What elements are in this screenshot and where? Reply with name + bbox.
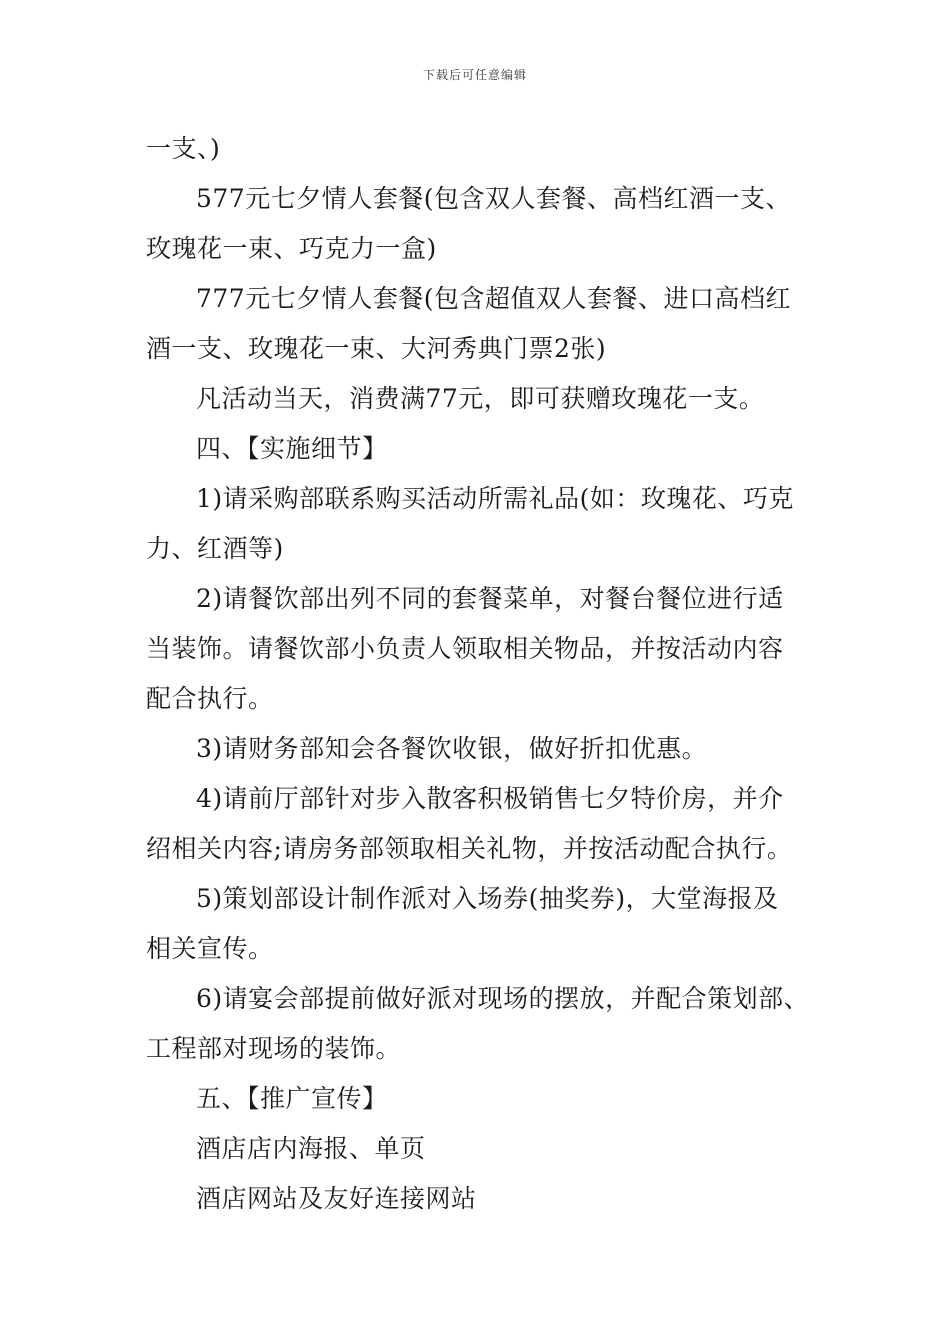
- text-line: 4)请前厅部针对步入散客积极销售七夕特价房，并介: [196, 784, 784, 813]
- text-line: 5)策划部设计制作派对入场券(抽奖券)，大堂海报及: [196, 884, 779, 913]
- page-header: 下载后可任意编辑: [422, 68, 527, 82]
- section-heading: 五、【推广宣传】: [196, 1084, 388, 1113]
- text-line: 绍相关内容;请房务部领取相关礼物，并按活动配合执行。: [146, 834, 793, 863]
- text-line: 工程部对现场的装饰。: [146, 1034, 402, 1063]
- text-line: 酒一支、玫瑰花一束、大河秀典门票2张): [146, 334, 607, 363]
- text-line: 3)请财务部知会各餐饮收银，做好折扣优惠。: [196, 734, 708, 763]
- text-line: 2)请餐饮部出列不同的套餐菜单，对餐台餐位进行适: [196, 584, 784, 613]
- text-line: 酒店店内海报、单页: [196, 1134, 426, 1163]
- document-body: [146, 124, 816, 1224]
- text-line: 配合执行。: [146, 684, 274, 713]
- text-line: 力、红酒等): [146, 534, 284, 563]
- text-line: 当装饰。请餐饮部小负责人领取相关物品，并按活动内容: [146, 634, 784, 663]
- text-line: 577元七夕情人套餐(包含双人套餐、高档红酒一支、: [196, 184, 791, 213]
- text-line: 相关宣传。: [146, 934, 274, 963]
- section-heading: 四、【实施细节】: [196, 434, 388, 463]
- text-line: 777元七夕情人套餐(包含超值双人套餐、进口高档红: [196, 284, 791, 313]
- text-line: 凡活动当天，消费满77元，即可获赠玫瑰花一支。: [196, 384, 765, 413]
- text-line: 玫瑰花一束、巧克力一盒): [146, 234, 437, 263]
- text-line: 一支、): [146, 134, 221, 163]
- text-line: 6)请宴会部提前做好派对现场的摆放，并配合策划部、: [196, 984, 810, 1013]
- text-line: 酒店网站及友好连接网站: [196, 1184, 477, 1213]
- text-line: 1)请采购部联系购买活动所需礼品(如：玫瑰花、巧克: [196, 484, 794, 513]
